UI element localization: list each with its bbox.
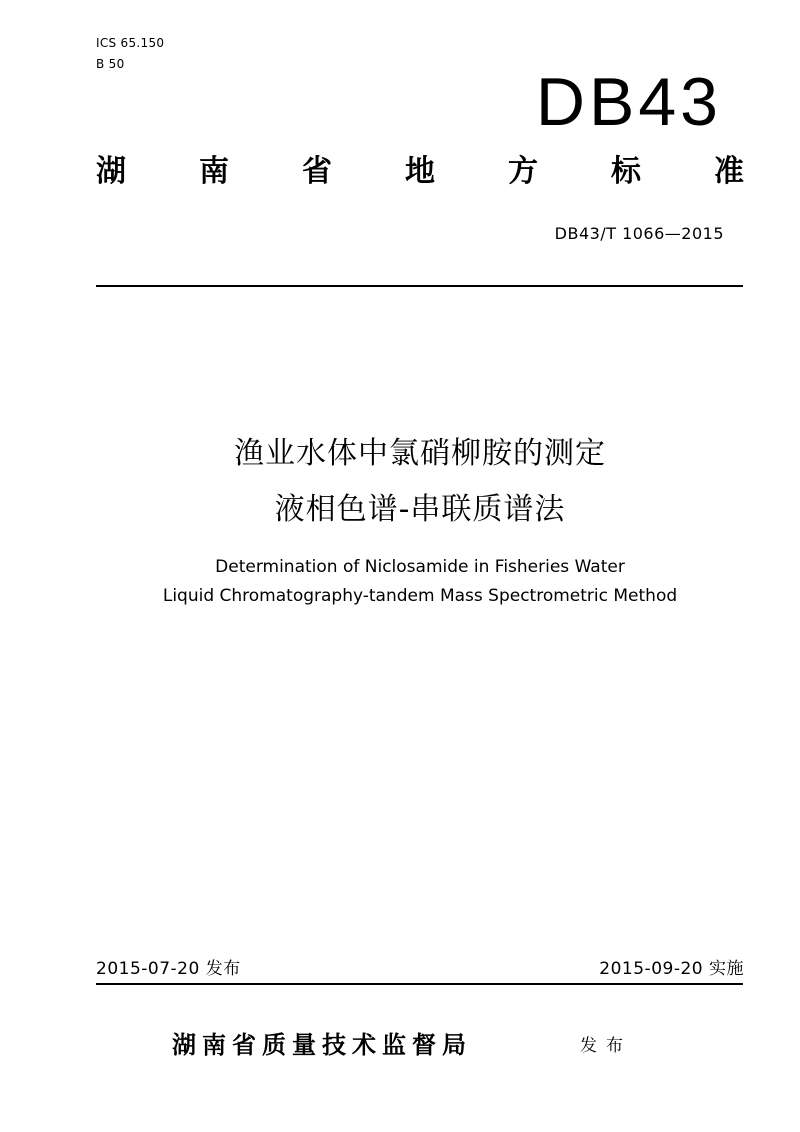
standard-type-char: 方 [508, 154, 538, 189]
standard-type-char: 准 [714, 154, 744, 189]
standard-number: DB43/T 1066—2015 [554, 224, 724, 243]
issue-date: 2015-07-20 发布 [96, 959, 241, 979]
standard-type-char: 南 [199, 154, 229, 189]
title-chinese-line2: 液相色谱-串联质谱法 [274, 492, 566, 527]
ccs-code: B 50 [96, 57, 125, 71]
bottom-divider [96, 983, 743, 985]
implementation-date: 2015-09-20 实施 [599, 959, 744, 979]
title-english-line2: Liquid Chromatography-tandem Mass Spectrometric Method [162, 586, 678, 606]
issued-label: 发布 [580, 1036, 632, 1056]
standard-code-logo: DB43 [535, 64, 722, 140]
ics-code: ICS 65.150 [96, 36, 165, 50]
title-english-line1: Determination of Niclosamide in Fisheries Water [215, 557, 625, 577]
standard-type-heading [96, 150, 744, 194]
standard-type-char: 标 [611, 154, 641, 189]
title-chinese-line1: 渔业水体中氯硝柳胺的测定 [234, 436, 606, 471]
issuing-authority: 湖南省质量技术监督局 [172, 1031, 472, 1059]
standard-type-char: 湖 [96, 154, 126, 189]
top-divider [96, 285, 743, 287]
standard-type-char: 省 [302, 154, 332, 189]
standard-type-char: 地 [405, 154, 435, 189]
